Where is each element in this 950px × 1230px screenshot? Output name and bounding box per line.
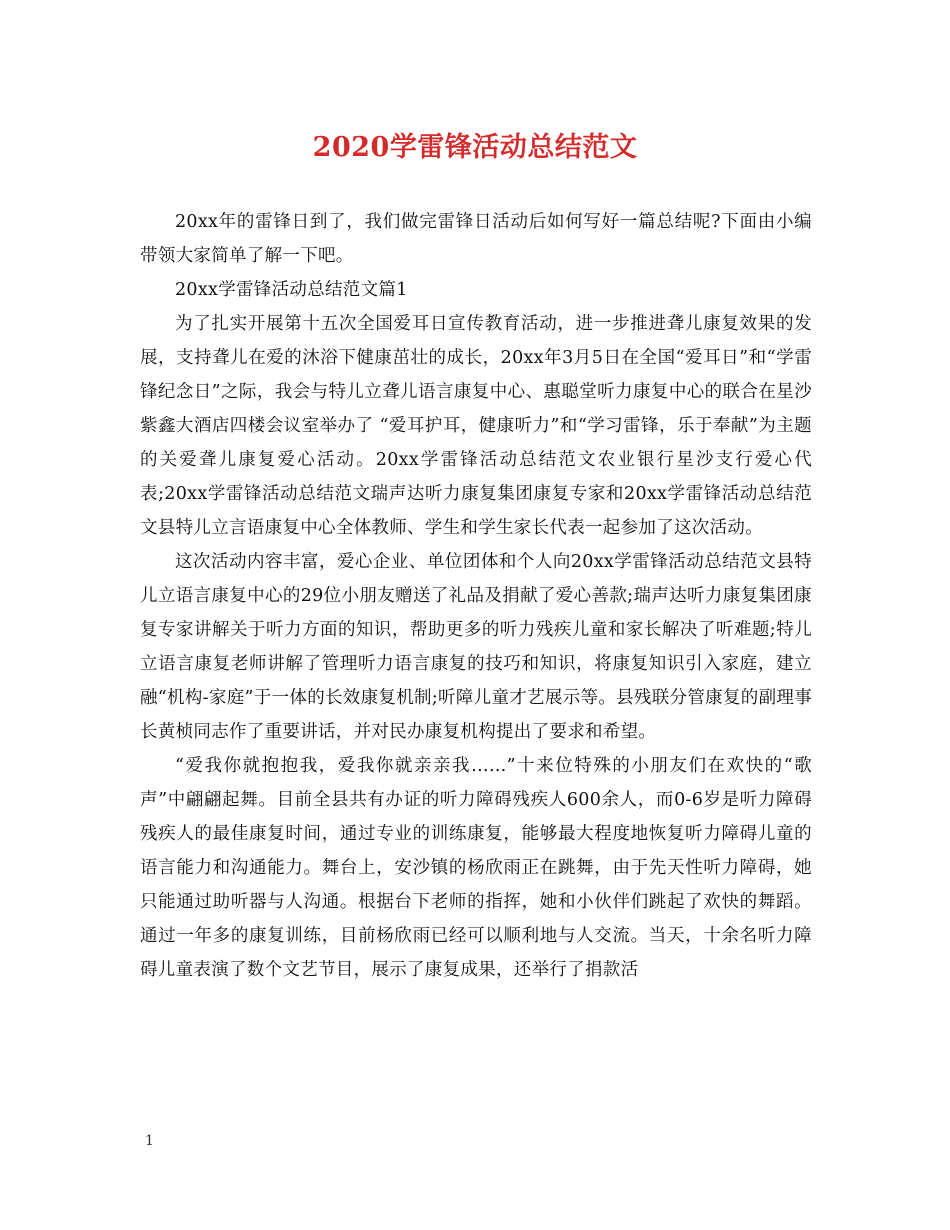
body-paragraph: “爱我你就抱抱我，爱我你就亲亲我……”十来位特殊的小朋友们在欢快的“歌声”中翩翩起舞。目前全县共有办证的听力障碍残疾人600余人，而0-6岁是听力障碍残疾人的最佳康复时间，通过专业的训练康复，能够最大程度地恢复听力障碍儿童的语言能力和沟通能力。舞台上，安沙镇的杨欣雨正在跳舞，由于先天性听力障碍，她只能通过助听器与人沟通。根据台下老师的指挥，她和小伙伴们跳起了欢快的舞蹈。通过一年多的康复训练，目前杨欣雨已经可以顺利地与人交流。当天，十余名听力障碍儿童表演了数个文艺节目，展示了康复成果，还举行了捐款活 [140,756,812,980]
body-paragraph: 为了扎实开展第十五次全国爱耳日宣传教育活动，进一步推进聋儿康复效果的发展，支持聋儿在爱的沐浴下健康茁壮的成长，20xx年3月5日在全国“爱耳日”和“学雷锋纪念日”之际，我会与特儿立聋儿语言康复中心、惠聪堂听力康复中心的联合在星沙紫鑫大酒店四楼会议室举办了 “爱耳护耳，健康听力”和“学习雷锋，乐于奉献”为主题的关爱聋儿康复爱心活动。20xx学雷锋活动总结范文农业银行星沙支行爱心代表;20xx学雷锋活动总结范文瑞声达听力康复集团康复专家和20xx学雷锋活动总结范文县特儿立言语康复中心全体教师、学生和学生家长代表一起参加了这次活动。 [140,314,812,538]
document-body [140,205,812,987]
intro-paragraph: 20xx年的雷锋日到了，我们做完雷锋日活动后如何写好一篇总结呢?下面由小编带领大家简单了解一下吧。 [140,212,812,266]
page-number: 1 [145,1133,154,1149]
section-heading: 20xx学雷锋活动总结范文篇1 [175,280,408,300]
body-paragraph: 这次活动内容丰富，爱心企业、单位团体和个人向20xx学雷锋活动总结范文县特儿立语言康复中心的29位小朋友赠送了礼品及捐献了爱心善款;瑞声达听力康复集团康复专家讲解关于听力方面的知识，帮助更多的听力残疾儿童和家长解决了听难题;特儿立语言康复老师讲解了管理听力语言康复的技巧和知识，将康复知识引入家庭，建立融“机构-家庭”于一体的长效康复机制;听障儿童才艺展示等。县残联分管康复的副理事长黄桢同志作了重要讲话，并对民办康复机构提出了要求和希望。 [140,552,812,742]
page-title: 2020学雷锋活动总结范文 [312,132,638,163]
